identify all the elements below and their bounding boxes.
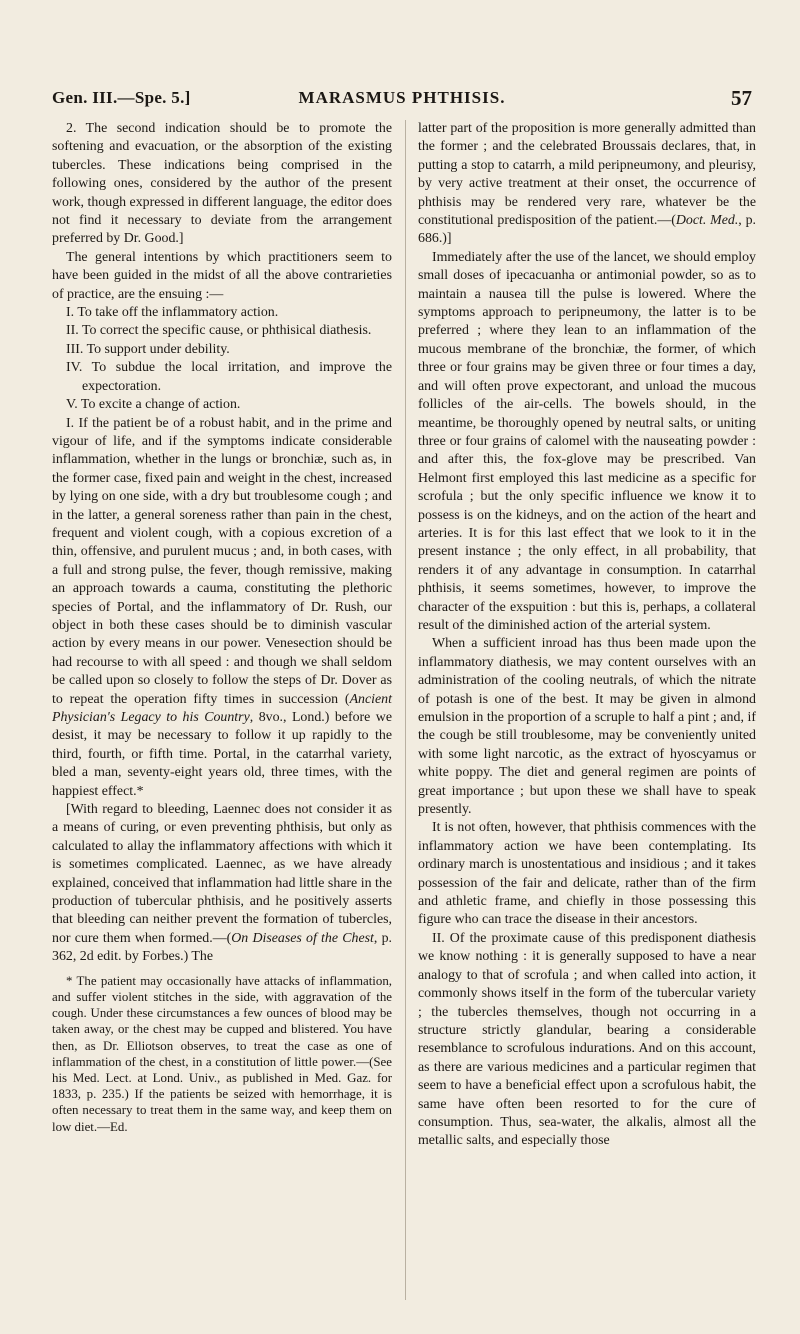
- book-title: On Diseases of the Chest: [231, 930, 374, 946]
- paragraph: [52, 801, 392, 967]
- paragraph: [418, 120, 756, 249]
- page-number: 57: [731, 86, 752, 110]
- text-run: , 8vo., Lond.) before we desist, it may be necessary to follow it up rapidly to the third, fourth, or fifth time. Portal, in the catarrhal variety, bled a man, seventy-eight years old, three times, with the happiest effect.*: [52, 710, 392, 799]
- text-run: I. If the patient be of a robust habit, and in the prime and vigour of life, and if the symptoms indicate considerable inflammation, whether in the lungs or bronchiæ, such as, in the former case, fixed pain and weight in the chest, increased by lying on one side, with a dry but troublesome cough ; and in the latter, a general soreness rather than pain in the chest, frequent and violent cough, with a copious excretion of a thin, offensive, and purulent mucus ; and, in both cases, with a full and strong pulse, the fever, though remissive, making an approach towards a cauma, constituting the plethoric species of Portal, and the inflammatory of Dr. Rush, our object in both these cases should be to diminish vascular action by every means in our power. Venesection should be had recourse to with all speed : and though we shall seldom be called upon so closely to follow the steps of Dr. Dover as to repeat the operation fifty times in succession (: [52, 415, 392, 707]
- left-column: [52, 120, 392, 1135]
- page-title: MARASMUS PHTHISIS.: [298, 88, 506, 107]
- list-item: IV. To subdue the local irritation, and improve the expectoration.: [66, 360, 392, 394]
- paragraph: 2. The second indication should be to promote the softening and evacuation, or the absorption of the existing tubercles. These indications being comprised in the following ones, considered by the author of the present work, though expressed in different language, the editor does not find it necessary to deviate from the arrangement preferred by Dr. Good.]: [52, 121, 392, 247]
- text-run: , p. 362, 2d edit. by Forbes.) The: [52, 930, 392, 965]
- list-item: III. To support under debility.: [66, 341, 230, 357]
- right-column: [418, 120, 756, 1151]
- column-divider: [405, 120, 406, 1300]
- list-item: V. To excite a change of action.: [66, 397, 241, 413]
- text-run: , p. 686.)]: [418, 213, 756, 247]
- book-title: Doct. Med.: [675, 213, 739, 229]
- running-head: [52, 84, 752, 112]
- paragraph: When a sufficient inroad has thus been made upon the inflammatory diathesis, we may content ourselves with an administration of the cooling neutrals, of which the nitrate of potash is one of the best. It may be given in almond emulsion in the proportion of a scruple to half a pint ; and, if the cough be still troublesome, may be conveniently united with some light narcotic, as the extract of hyoscyamus or white poppy. The diet and general regimen are points of great importance ; but upon these we shall have to speak presently.: [418, 636, 756, 818]
- paragraph: Immediately after the use of the lancet, we should employ small doses of ipecacuanha or antimonial powder, so as to maintain a nausea till the pulse is lowered. Where the symptoms approach to peripneumony, the latter is to be preferred ; where they lean to an inflammation of the mucous membrane of the bronchiæ, the former, of which three or four grains may be given three or four times a day, and will often prove expectorant, and unload the mucous follicles of the air-cells. The bowels should, in the meantime, be thoroughly opened by neutral salts, or uniting three or four grains of calomel with the nauseating powder : and after this, the fox-glove may be prescribed. Van Helmont first employed this last medicine as a specific for scrofula ; but the only specific influence we know it to possess is on the kidneys, and on the action of the heart and arteries. It is for this last effect that we look to it in the present instance ; the only effect, in all probability, that renders it of any advantage in consumption. In catarrhal phthisis, it seems sometimes, however, to improve the character of the exspuition : but this is, perhaps, a collateral result of the diminished action of the arterial system.: [418, 249, 756, 633]
- text-run: [With regard to bleeding, Laennec does not consider it as a means of curing, or even preventing phthisis, but only as calculated to allay the inflammatory affections with which it is sometimes complicated. Laennec, as we have already explained, conceived that inflammation had little share in the production of tubercular phthisis, and he positively asserts that bleeding can neither prevent the formation of tubercles, nor cure them when formed.—(: [52, 802, 392, 946]
- paragraph: It is not often, however, that phthisis commences with the inflammatory action we have been contemplating. Its ordinary march is unostentatious and insidious ; and it takes possession of the fair and delicate, rather than of the firm and athletic frame, and chiefly in those possessing this figure who can trace the disease in their ancestors.: [418, 820, 756, 928]
- book-title: Ancient Physician's Legacy to his Country: [52, 691, 392, 725]
- paragraph: II. Of the proximate cause of this predisponent diathesis we know nothing : it is generally supposed to have a near analogy to that of scrofula ; and when called into action, it commonly shows itself in the form of the tubercular variety ; the tubercles themselves, though not occurring in a structure strictly glandular, bearing a considerable resemblance to scrofulous indurations. And on this account, as there are various medicines and a particular regimen that seem to have a beneficial effect upon a scrofulous habit, the same have often been resorted to for the cure of consumption. Thus, sea-water, the alkalis, almost all the metallic salts, and especially those: [418, 930, 756, 1149]
- text-run: latter part of the proposition is more generally admitted than the former ; and the celebrated Broussais declares, that, in putting a stop to catarrh, a mild peripneumony, and pleurisy, by very active treatment at their onset, the occurrence of phthisis may be rendered very rare, whatever be the constitutional predisposition of the patient.—(: [418, 121, 756, 229]
- footnote: * The patient may occasionally have attacks of inflammation, and suffer violent stitches in the side, with aggravation of the cough. Under these circumstances a few ounces of blood may be taken away, or the chest may be cupped and blistered. You have then, as Dr. Elliotson observes, to treat the case as one of inflammation of the chest, in a constitution of little power.—(See his Med. Lect. at Lond. Univ., as published in Med. Gaz. for 1833, p. 235.) If the patients be seized with hemorrhage, it is often necessary to treat them in the same way, and keep them on low diet.—Ed.: [52, 973, 392, 1134]
- intentions-list: [52, 304, 392, 414]
- section-reference: Gen. III.—Spe. 5.]: [52, 88, 191, 107]
- list-item: II. To correct the specific cause, or phthisical diathesis.: [66, 323, 372, 339]
- paragraph: [52, 415, 392, 802]
- list-item: I. To take off the inflammatory action.: [66, 305, 279, 321]
- paragraph: The general intentions by which practitioners seem to have been guided in the midst of all the above contrarieties of practice, are the ensuing :—: [52, 249, 392, 302]
